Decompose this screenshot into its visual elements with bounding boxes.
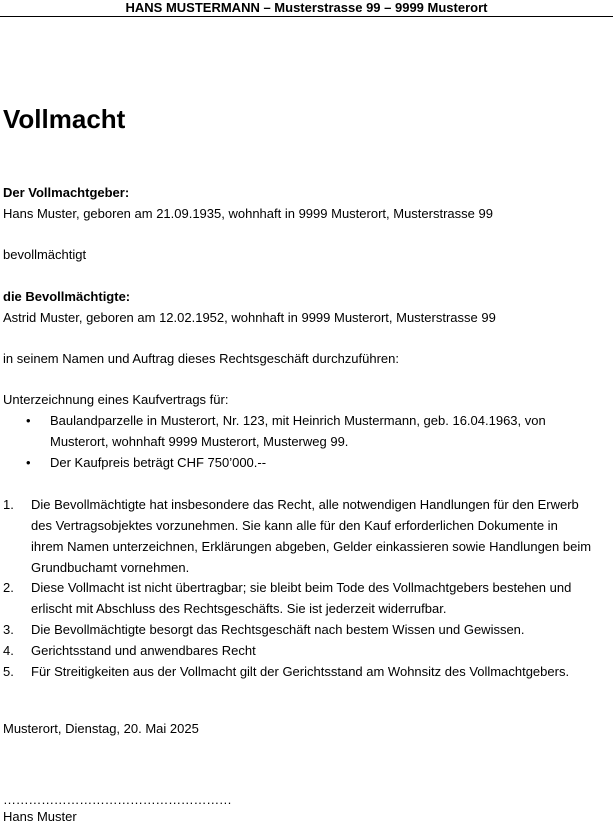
clause-line: ihrem Namen unterzeichnen, Erklärungen abgeben, Gelder einkassieren sowie Handlungen beim bbox=[31, 539, 592, 554]
clause-line: Für Streitigkeiten aus der Vollmacht gilt der Gerichtsstand am Wohnsitz des Vollmachtgebers. bbox=[31, 664, 570, 679]
grantor-label: Der Vollmachtgeber: bbox=[3, 185, 130, 200]
signature-line: ……………………………………………… bbox=[3, 792, 232, 807]
bullet-line: Baulandparzelle in Musterort, Nr. 123, mit Heinrich Mustermann, geb. 16.04.1963, von bbox=[50, 413, 546, 428]
clause-line: Gerichtsstand und anwendbares Recht bbox=[31, 643, 256, 658]
clause-number: 5. bbox=[3, 664, 14, 679]
clause-line: Diese Vollmacht ist nicht übertragbar; sie bleibt beim Tode des Vollmachtgebers bestehen und bbox=[31, 580, 572, 595]
signature-name: Hans Muster bbox=[3, 809, 77, 824]
clause-number: 1. bbox=[3, 497, 14, 512]
clause-number: 3. bbox=[3, 622, 14, 637]
clause-line: Die Bevollmächtigte besorgt das Rechtsgeschäft nach bestem Wissen und Gewissen. bbox=[31, 622, 525, 637]
clause-line: erlischt mit Abschluss des Rechtsgeschäfts. Sie ist jederzeit widerrufbar. bbox=[31, 601, 447, 616]
document-title: Vollmacht bbox=[3, 104, 126, 134]
clause-line: Die Bevollmächtigte hat insbesondere das Recht, alle notwendigen Handlungen für den Erwerb bbox=[31, 497, 579, 512]
grantee-label: die Bevollmächtigte: bbox=[3, 289, 131, 304]
bullet-line: Musterort, wohnhaft 9999 Musterort, Musterweg 99. bbox=[50, 434, 349, 449]
purpose-text: in seinem Namen und Auftrag dieses Rechtsgeschäft durchzuführen: bbox=[3, 351, 400, 366]
clause-line: des Vertragsobjektes vorzunehmen. Sie kann alle für den Kauf erforderlichen Dokumente in bbox=[31, 518, 558, 533]
bullet-line: Der Kaufpreis beträgt CHF 750’000.-- bbox=[50, 455, 267, 470]
contract-intro: Unterzeichnung eines Kaufvertrags für: bbox=[3, 392, 229, 407]
page-header: HANS MUSTERMANN – Musterstrasse 99 – 9999 Musterort bbox=[0, 0, 613, 17]
clause-number: 4. bbox=[3, 643, 14, 658]
clause-number: 2. bbox=[3, 580, 14, 595]
bullet-marker: • bbox=[26, 455, 31, 470]
place-date: Musterort, Dienstag, 20. Mai 2025 bbox=[3, 721, 199, 736]
authorizes-text: bevollmächtigt bbox=[3, 247, 87, 262]
grantor-text: Hans Muster, geboren am 21.09.1935, wohnhaft in 9999 Musterort, Musterstrasse 99 bbox=[3, 206, 493, 221]
grantee-text: Astrid Muster, geboren am 12.02.1952, wohnhaft in 9999 Musterort, Musterstrasse 99 bbox=[3, 310, 496, 325]
clause-line: Grundbuchamt vornehmen. bbox=[31, 560, 190, 575]
bullet-marker: • bbox=[26, 413, 31, 428]
